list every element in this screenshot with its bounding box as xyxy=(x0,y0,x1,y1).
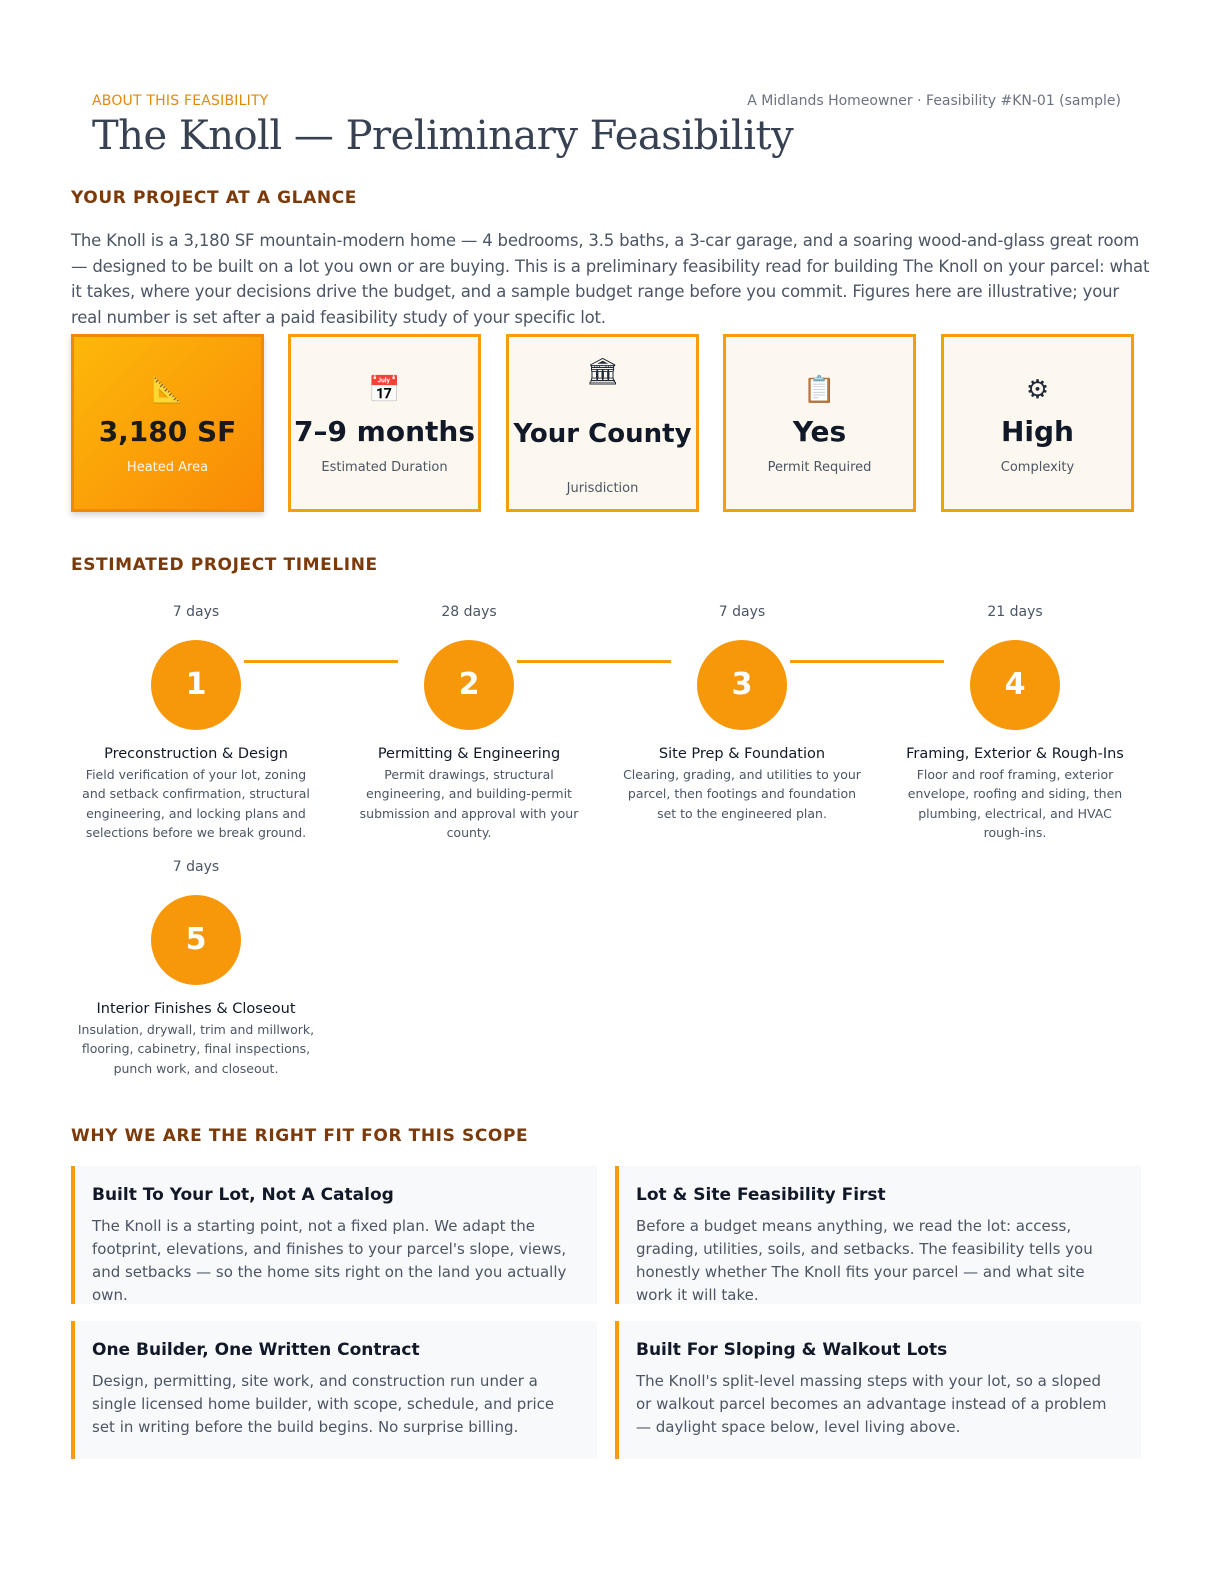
fit-card xyxy=(615,1166,1141,1304)
stat-label: Complexity xyxy=(1000,460,1075,475)
step-number-badge: 5 xyxy=(151,895,241,985)
timeline-step xyxy=(617,603,867,823)
step-description: Insulation, drywall, trim and millwork, flooring, cabinetry, final inspections, punch work, and closeout. xyxy=(77,1022,315,1076)
stat-value: 7–9 months xyxy=(293,415,476,448)
step-title: Framing, Exterior & Rough-Ins xyxy=(906,746,1124,762)
fit-card-title: One Builder, One Written Contract xyxy=(92,1340,420,1360)
section-heading-fit: WHY WE ARE THE RIGHT FIT FOR THIS SCOPE xyxy=(71,1126,529,1146)
stat-label: Heated Area xyxy=(126,460,209,475)
stat-value: Your County xyxy=(513,419,692,449)
clipboard-icon: 📋 xyxy=(803,375,836,405)
fit-card-body: Before a budget means anything, we read the lot: access, grading, utilities, soils, and setbacks. The feasibility tells you honestly whether The Knoll fits your parcel — and what site work it will take. xyxy=(636,1217,1093,1304)
section-heading-timeline: ESTIMATED PROJECT TIMELINE xyxy=(71,555,378,575)
step-number-badge: 1 xyxy=(151,640,241,730)
fit-card-title: Built To Your Lot, Not A Catalog xyxy=(92,1185,394,1205)
step-duration: 21 days xyxy=(987,604,1043,620)
step-description: Permit drawings, structural engineering, and building-permit submission and approval with your county. xyxy=(359,767,579,841)
step-duration: 7 days xyxy=(172,859,220,875)
eyebrow-label: ABOUT THIS FEASIBILITY xyxy=(92,93,269,109)
timeline-step xyxy=(71,603,321,843)
fit-card xyxy=(71,1321,597,1459)
page-title: The Knoll — Preliminary Feasibility xyxy=(92,113,794,159)
fit-card-body: The Knoll is a starting point, not a fixed plan. We adapt the footprint, elevations, and finishes to your parcel's slope, views, and setbacks — so the home sits right on the land you actually own. xyxy=(92,1217,567,1304)
project-timeline xyxy=(60,600,1170,1090)
timeline-step xyxy=(890,603,1140,843)
step-title: Interior Finishes & Closeout xyxy=(96,1001,296,1017)
step-title: Preconstruction & Design xyxy=(104,746,288,762)
section-heading-glance: YOUR PROJECT AT A GLANCE xyxy=(71,188,357,208)
fit-card-title: Lot & Site Feasibility First xyxy=(636,1185,886,1205)
stat-cards xyxy=(71,334,1141,518)
fit-card xyxy=(71,1166,597,1304)
fit-card-title: Built For Sloping & Walkout Lots xyxy=(636,1340,948,1360)
stat-label: Estimated Duration xyxy=(321,460,448,475)
stat-value: High xyxy=(1000,415,1074,448)
document-meta: A Midlands Homeowner · Feasibility #KN-01 (sample) xyxy=(747,93,1121,109)
step-duration: 28 days xyxy=(441,604,497,620)
government-building-icon: 🏛 xyxy=(585,357,619,387)
project-intro: The Knoll is a 3,180 SF mountain-modern home — 4 bedrooms, 3.5 baths, a 3-car garage, and a soaring wood-and-glass great room — designed to be built on a lot you own or are buying. This is a preliminary feasibility read for building The Knoll on your parcel: what it takes, where your decisions drive the budget, and a sample budget range before you commit. Figures here are illustrative; your real number is set after a paid feasibility study of your specific lot. xyxy=(71,231,1150,328)
timeline-step xyxy=(71,858,321,1078)
timeline-step xyxy=(344,603,594,843)
stat-value: 3,180 SF xyxy=(98,415,237,448)
fit-card-body: Design, permitting, site work, and construction run under a single licensed home builder, with scope, schedule, and price set in writing before the build begins. No surprise billing. xyxy=(92,1372,555,1436)
step-number-badge: 3 xyxy=(697,640,787,730)
step-title: Site Prep & Foundation xyxy=(658,746,826,762)
gear-icon: ⚙ xyxy=(1025,375,1050,405)
stat-card-duration xyxy=(288,334,481,512)
step-duration: 7 days xyxy=(172,604,220,620)
stat-label: Permit Required xyxy=(767,460,872,475)
triangle-ruler-icon: 📐 xyxy=(151,375,184,405)
step-number-badge: 4 xyxy=(970,640,1060,730)
stat-card-jurisdiction xyxy=(506,334,699,512)
fit-card xyxy=(615,1321,1141,1459)
fit-card-body: The Knoll's split-level massing steps with your lot, so a sloped or walkout parcel becomes an advantage instead of a problem — daylight space below, level living above. xyxy=(636,1372,1107,1436)
stat-card-complexity xyxy=(941,334,1134,512)
step-title: Permitting & Engineering xyxy=(377,746,561,762)
stat-card-permit xyxy=(723,334,916,512)
step-description: Floor and roof framing, exterior envelope, roofing and siding, then plumbing, electrical, and HVAC rough-ins. xyxy=(907,767,1123,841)
stat-label: Jurisdiction xyxy=(566,481,639,496)
calendar-icon: 📅 xyxy=(368,375,401,405)
step-duration: 7 days xyxy=(718,604,766,620)
stat-card-heated-area xyxy=(71,334,264,512)
step-description: Clearing, grading, and utilities to your parcel, then footings and foundation set to the engineered plan. xyxy=(623,767,861,821)
stat-value: Yes xyxy=(792,415,847,448)
step-description: Field verification of your lot, zoning and setback confirmation, structural engineering, and locking plans and selections before we break ground. xyxy=(82,767,310,841)
step-number-badge: 2 xyxy=(424,640,514,730)
